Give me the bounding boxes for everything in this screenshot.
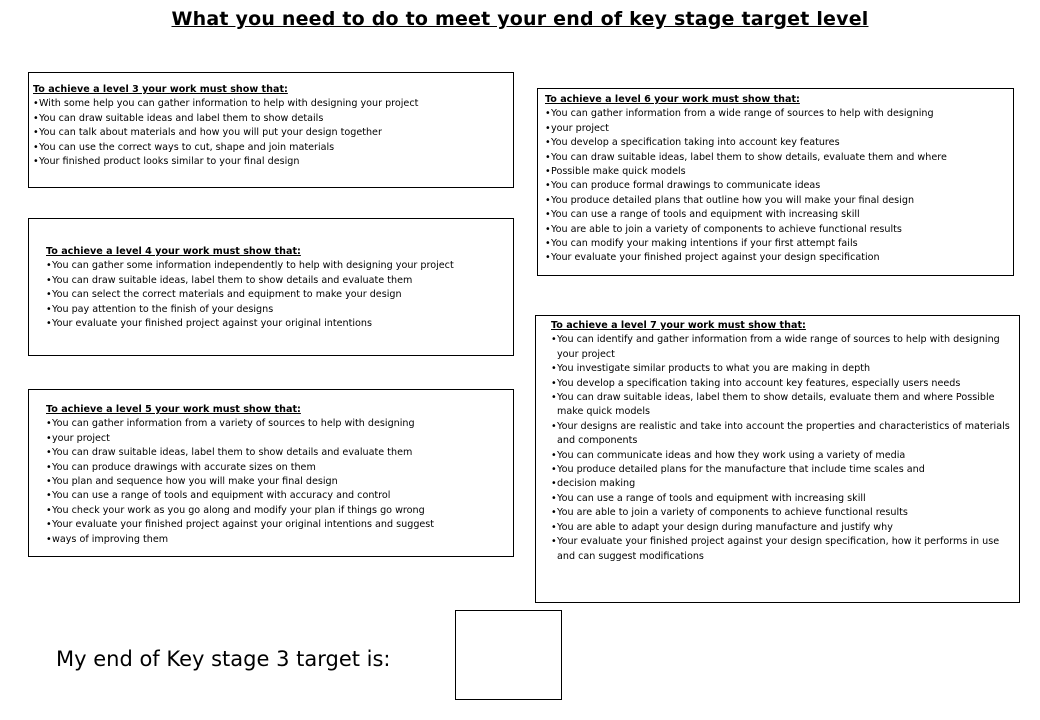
- level-3-list: [33, 97, 513, 169]
- list-item: • You are able to adapt your design during manufacture and justify why: [551, 521, 1013, 535]
- list-item: • You develop a specification taking into account key features: [545, 136, 1013, 150]
- page-title: What you need to do to meet your end of key stage target level: [171, 8, 869, 30]
- list-item: • You can use a range of tools and equipment with increasing skill: [545, 208, 1013, 222]
- list-item: • You can identify and gather information from a wide range of sources to help with designing your project: [551, 333, 1013, 362]
- list-item: • You can draw suitable ideas, label them to show details, evaluate them and where Possible make quick models: [551, 391, 1013, 420]
- list-item: • You can communicate ideas and how they work using a variety of media: [551, 449, 1013, 463]
- level-5-box: [28, 389, 514, 557]
- target-input-box[interactable]: [455, 610, 562, 700]
- list-item: • You can draw suitable ideas and label them to show details: [33, 112, 513, 126]
- list-item: • You produce detailed plans that outline how you will make your final design: [545, 194, 1013, 208]
- list-item: • You can use the correct ways to cut, shape and join materials: [33, 141, 513, 155]
- level-6-list: [545, 107, 1013, 265]
- list-item: • You can gather information from a wide range of sources to help with designing: [545, 107, 1013, 121]
- list-item: • You investigate similar products to what you are making in depth: [551, 362, 1013, 376]
- target-label: My end of Key stage 3 target is:: [56, 647, 391, 671]
- list-item: • ways of improving them: [46, 533, 513, 547]
- level-6-box: [537, 88, 1014, 276]
- list-item: • Your finished product looks similar to your final design: [33, 155, 513, 169]
- list-item: • Your evaluate your finished project against your design specification: [545, 251, 1013, 265]
- list-item: • You can draw suitable ideas, label them to show details and evaluate them: [46, 446, 513, 460]
- list-item: • You can draw suitable ideas, label them to show details and evaluate them: [46, 274, 513, 288]
- list-item: • You can talk about materials and how you will put your design together: [33, 126, 513, 140]
- list-item: • Possible make quick models: [545, 165, 1013, 179]
- list-item: • Your evaluate your finished project against your original intentions and suggest: [46, 518, 513, 532]
- list-item: • You are able to join a variety of components to achieve functional results: [551, 506, 1013, 520]
- list-item: • your project: [46, 432, 513, 446]
- list-item: • You can modify your making intentions if your first attempt fails: [545, 237, 1013, 251]
- level-4-heading: To achieve a level 4 your work must show that:: [46, 246, 301, 257]
- list-item: • You pay attention to the finish of your designs: [46, 303, 513, 317]
- list-item: • You can produce drawings with accurate sizes on them: [46, 461, 513, 475]
- level-5-heading: To achieve a level 5 your work must show that:: [46, 404, 301, 415]
- list-item: • Your evaluate your finished project against your design specification, how it performs in use and can suggest modifications: [551, 535, 1013, 564]
- level-7-list: [551, 333, 1013, 564]
- list-item: • You can gather some information independently to help with designing your project: [46, 259, 513, 273]
- list-item: • You check your work as you go along and modify your plan if things go wrong: [46, 504, 513, 518]
- list-item: • decision making: [551, 477, 1013, 491]
- level-3-box: [28, 72, 514, 188]
- list-item: • You are able to join a variety of components to achieve functional results: [545, 223, 1013, 237]
- list-item: • You develop a specification taking into account key features, especially users needs: [551, 377, 1013, 391]
- list-item: • You can produce formal drawings to communicate ideas: [545, 179, 1013, 193]
- list-item: • Your evaluate your finished project against your original intentions: [46, 317, 513, 331]
- list-item: • Your designs are realistic and take into account the properties and characteristics of materials and components: [551, 420, 1013, 449]
- list-item: • You produce detailed plans for the manufacture that include time scales and: [551, 463, 1013, 477]
- list-item: • You can select the correct materials and equipment to make your design: [46, 288, 513, 302]
- list-item: • your project: [545, 122, 1013, 136]
- level-7-heading: To achieve a level 7 your work must show that:: [551, 320, 806, 331]
- level-4-box: [28, 218, 514, 356]
- list-item: • You can draw suitable ideas, label them to show details, evaluate them and where: [545, 151, 1013, 165]
- level-3-heading: To achieve a level 3 your work must show that:: [33, 84, 288, 95]
- level-6-heading: To achieve a level 6 your work must show that:: [545, 94, 800, 105]
- level-7-box: [535, 315, 1020, 603]
- list-item: • You can use a range of tools and equipment with increasing skill: [551, 492, 1013, 506]
- list-item: • You can gather information from a variety of sources to help with designing: [46, 417, 513, 431]
- list-item: • You plan and sequence how you will make your final design: [46, 475, 513, 489]
- level-5-list: [46, 417, 513, 547]
- list-item: • You can use a range of tools and equipment with accuracy and control: [46, 489, 513, 503]
- level-4-list: [46, 259, 513, 331]
- list-item: • With some help you can gather information to help with designing your project: [33, 97, 513, 111]
